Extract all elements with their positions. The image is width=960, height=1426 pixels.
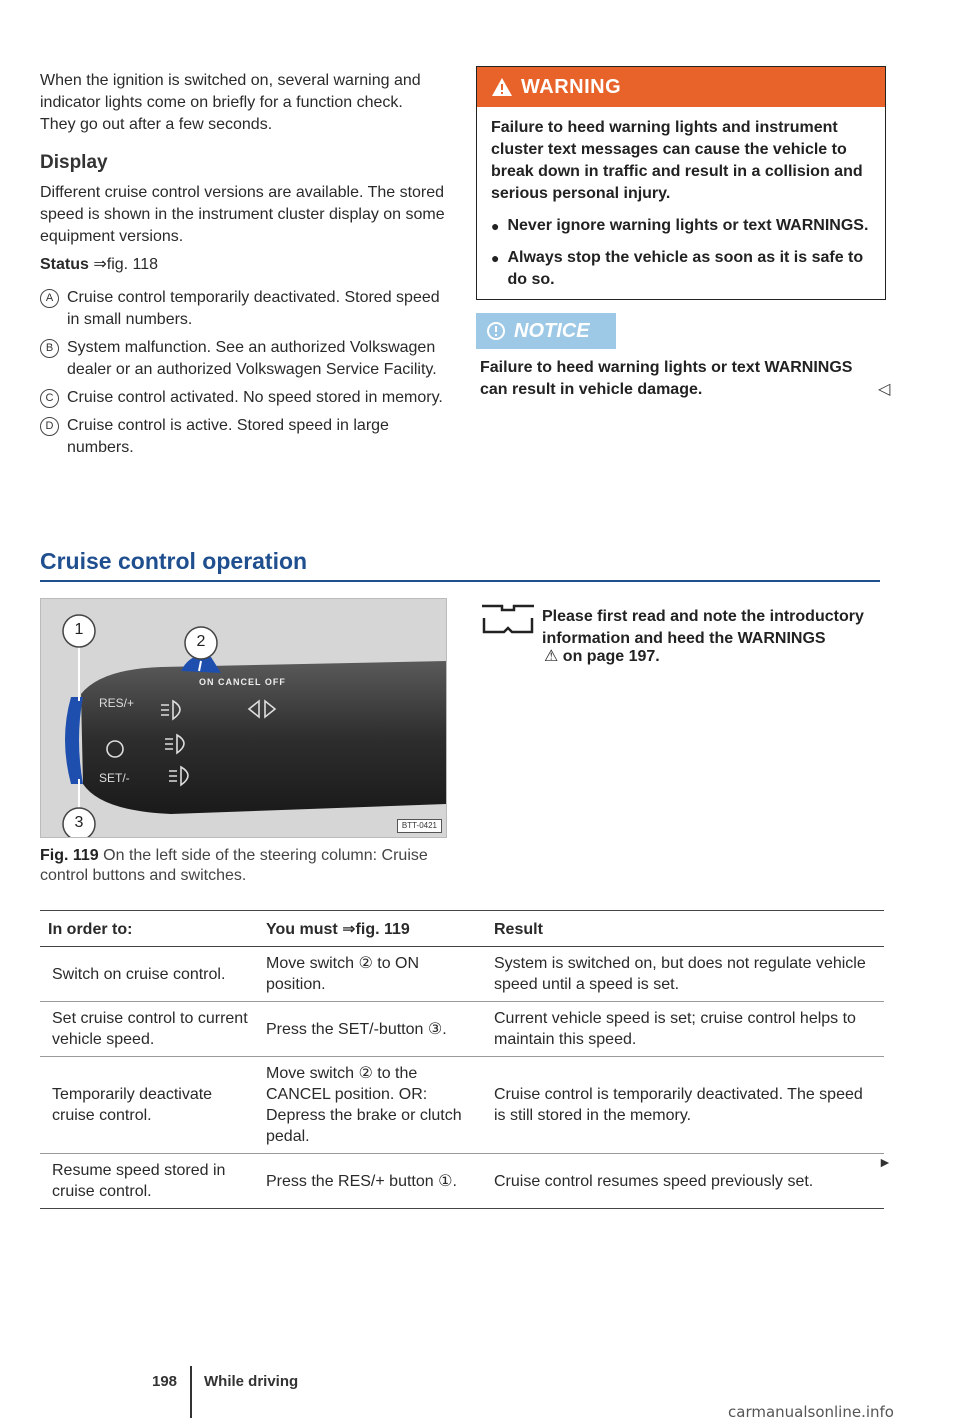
- col-header-must: You must ⇒fig. 119: [258, 911, 486, 947]
- status-fig-ref[interactable]: ⇒fig. 118: [93, 256, 159, 273]
- footer-chapter: While driving: [204, 1373, 299, 1390]
- table-cell: Move switch ② to ON position.: [258, 947, 486, 1002]
- table-row: [40, 1057, 884, 1154]
- status-label: Status: [40, 256, 89, 273]
- warning-header: [477, 67, 885, 107]
- table-cell: Move switch ② to the CANCEL position. OR: Depress the brake or clutch pedal.: [258, 1057, 486, 1154]
- callout-2: 2: [196, 633, 206, 650]
- table-cell: Press the RES/+ button ①.: [258, 1154, 486, 1209]
- set-label: SET/-: [99, 771, 130, 785]
- bullet-icon: ●: [491, 250, 500, 266]
- display-heading: Display: [40, 152, 108, 173]
- bullet-icon: ●: [491, 218, 500, 234]
- table-row: [40, 947, 884, 1002]
- status-item-a: [40, 287, 445, 331]
- table-row: [40, 1154, 884, 1209]
- warning-label: WARNING: [521, 75, 622, 98]
- notice-text: Failure to heed warning lights or text WARNINGS can result in vehicle damage.: [480, 359, 853, 398]
- book-icon: [480, 602, 536, 638]
- status-item-c: [40, 387, 445, 409]
- table-cell: Temporarily deactivate cruise control.: [40, 1057, 258, 1154]
- table-cell: System is switched on, but does not regulate vehicle speed until a speed is set.: [486, 947, 884, 1002]
- warning-main-text: Failure to heed warning lights and instrument cluster text messages can cause the vehicle to break down in traffic and result in a collision and serious personal injury.: [491, 119, 863, 202]
- warning-bullet-1: Never ignore warning lights or text WARNINGS.: [507, 217, 869, 234]
- table-cell: Switch on cruise control.: [40, 947, 258, 1002]
- letter-a-badge: A: [40, 289, 59, 308]
- col-header-order: In order to:: [40, 911, 258, 947]
- table-cell: Set cruise control to current vehicle speed.: [40, 1002, 258, 1057]
- cruise-stalk-illustration: [41, 599, 446, 837]
- notice-header: [476, 313, 616, 349]
- warning-bullet: [491, 215, 871, 237]
- read-first-page-ref[interactable]: [544, 646, 660, 668]
- read-first-text-a: Please first read and note the introductory information and heed the WARNINGS: [542, 608, 864, 647]
- status-item-b: [40, 337, 445, 381]
- read-first-text-b: on page 197.: [562, 648, 660, 665]
- intro-paragraph: When the ignition is switched on, several warning and indicator lights come on briefly for a function check. They go out after a few seconds.: [40, 72, 421, 133]
- warning-box: [476, 66, 886, 300]
- notice-info-icon: [486, 321, 506, 341]
- warning-bullet-2: Always stop the vehicle as soon as it is safe to do so.: [507, 249, 864, 288]
- figure-caption-text: On the left side of the steering column: Cruise control buttons and switches.: [40, 847, 428, 884]
- display-paragraph: Different cruise control versions are available. The stored speed is shown in the instrument cluster display on some equipment versions.: [40, 184, 445, 245]
- notice-label: NOTICE: [514, 319, 590, 342]
- letter-c-badge: C: [40, 389, 59, 408]
- callout-3: 3: [74, 814, 84, 831]
- status-text-b: System malfunction. See an authorized Volkswagen dealer or an authorized Volkswagen Service Facility.: [67, 339, 437, 378]
- table-cell: Cruise control resumes speed previously set.: [486, 1154, 884, 1209]
- table-cell: Current vehicle speed is set; cruise control helps to maintain this speed.: [486, 1002, 884, 1057]
- section-title: Cruise control operation: [40, 548, 308, 574]
- figure-caption: [40, 846, 445, 886]
- section-rule: [40, 580, 880, 582]
- warning-triangle-icon: [491, 77, 513, 97]
- status-line: [40, 254, 158, 276]
- figure-code: BTT-0421: [397, 819, 442, 833]
- status-text-a: Cruise control temporarily deactivated. Stored speed in small numbers.: [67, 289, 440, 328]
- table-row: [40, 1002, 884, 1057]
- status-text-c: Cruise control activated. No speed stored in memory.: [67, 389, 443, 406]
- steering-stalk-figure: [40, 598, 447, 838]
- read-first-warning-icon: ⚠: [544, 648, 559, 665]
- col-header-result: Result: [486, 911, 884, 947]
- letter-d-badge: D: [40, 417, 59, 436]
- status-item-d: [40, 415, 445, 459]
- cruise-operation-table: [40, 910, 884, 1209]
- continue-arrow-icon: ►: [878, 1154, 892, 1170]
- table-cell: Press the SET/-button ③.: [258, 1002, 486, 1057]
- watermark: carmanualsonline.info: [728, 1403, 894, 1421]
- table-cell: Cruise control is temporarily deactivated. The speed is still stored in the memory.: [486, 1057, 884, 1154]
- callout-1: 1: [74, 621, 84, 638]
- status-list: [40, 287, 445, 459]
- warning-body: [477, 107, 885, 299]
- letter-b-badge: B: [40, 339, 59, 358]
- footer-divider: [190, 1366, 192, 1418]
- table-header-row: [40, 911, 884, 947]
- status-text-d: Cruise control is active. Stored speed in large numbers.: [67, 417, 389, 456]
- page-number: 198: [152, 1373, 178, 1390]
- res-label: RES/+: [99, 696, 135, 710]
- figure-caption-number: Fig. 119: [40, 847, 99, 864]
- notice-end-marker: ◁: [878, 381, 891, 398]
- stalk-mode-labels: ON CANCEL OFF: [199, 677, 286, 687]
- warning-bullet: [491, 247, 871, 291]
- table-cell: Resume speed stored in cruise control.: [40, 1154, 258, 1209]
